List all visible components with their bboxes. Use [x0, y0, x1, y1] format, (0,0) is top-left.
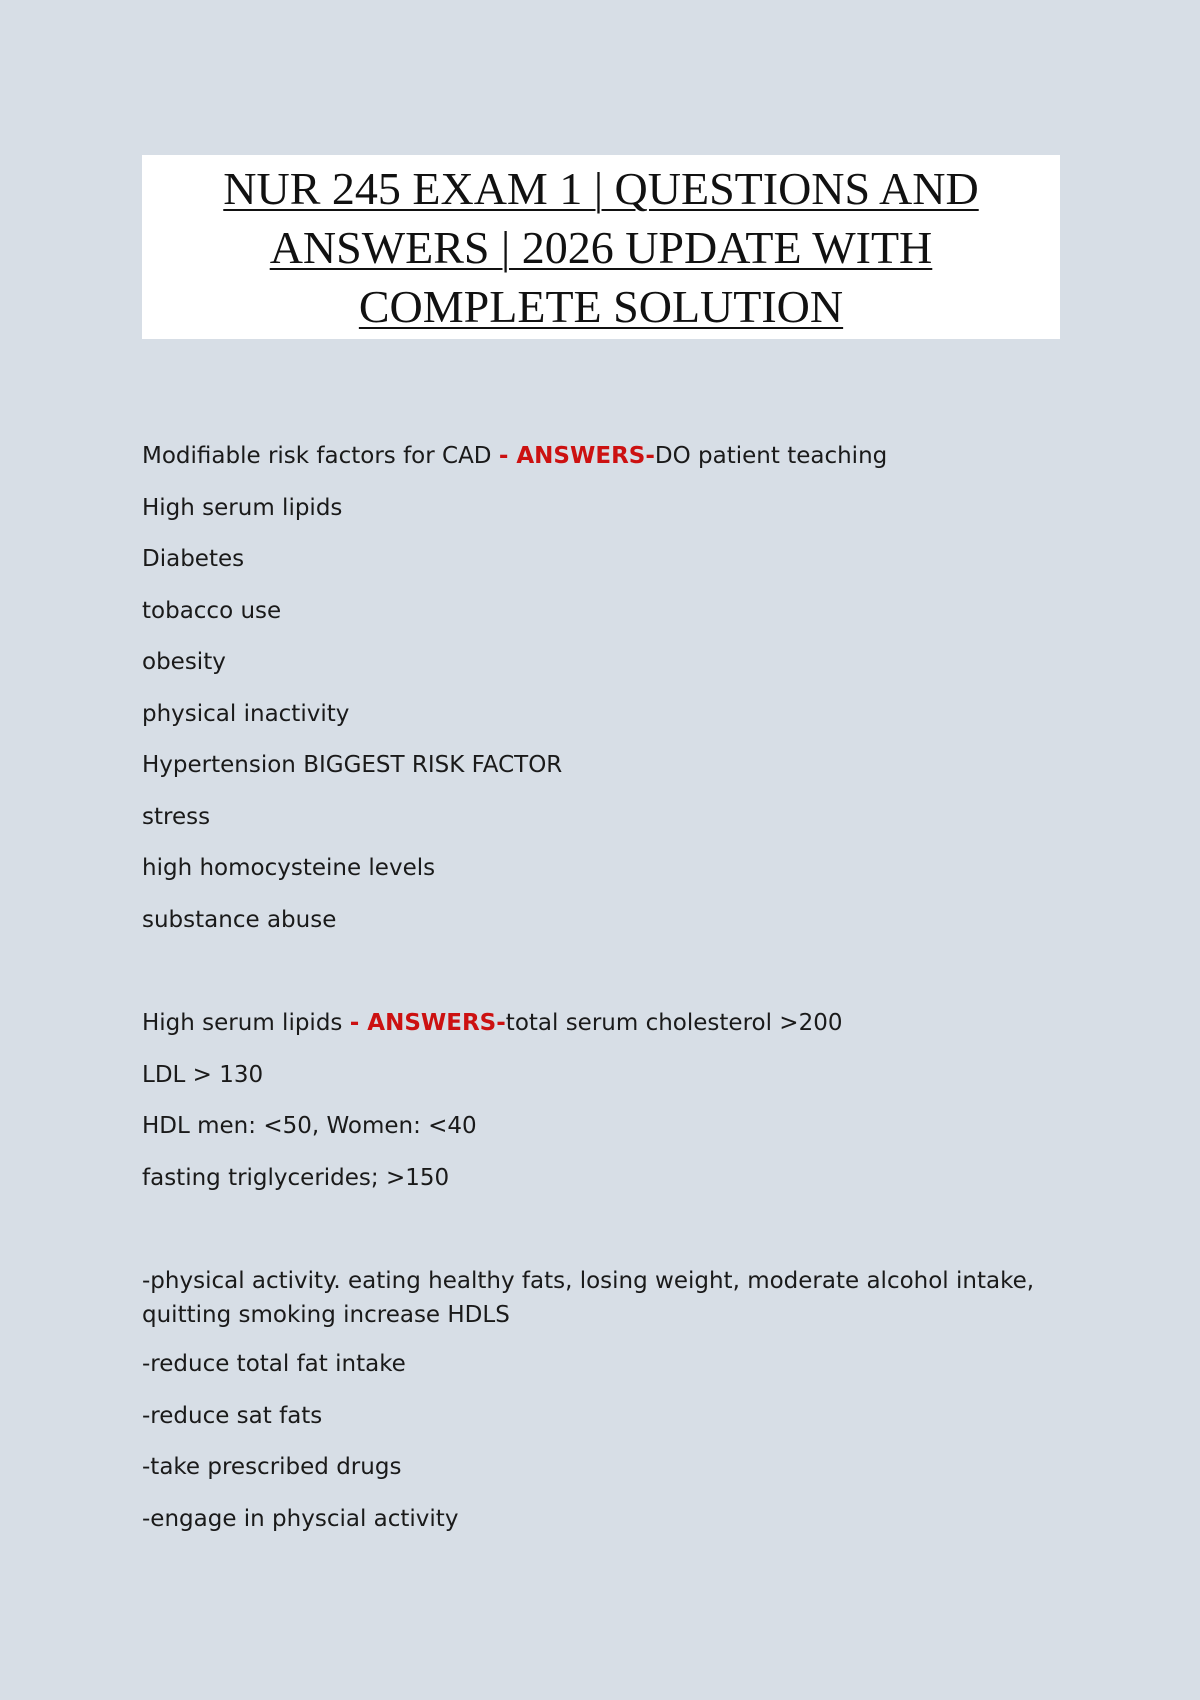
- answer-line: fasting triglycerides; >150: [142, 1164, 450, 1191]
- title-line: COMPLETE SOLUTION: [358, 281, 844, 332]
- answer-line: stress: [142, 803, 211, 830]
- answer-line: substance abuse: [142, 906, 337, 933]
- answer-line: Hypertension BIGGEST RISK FACTOR: [142, 752, 563, 778]
- note-line: -physical activity. eating healthy fats, losing weight, moderate alcohol intake, quitting smoking increase HDLS: [142, 1268, 1035, 1328]
- answer-line: HDL men: <50, Women: <40: [142, 1113, 477, 1139]
- answer-line: physical inactivity: [142, 700, 350, 727]
- answer-line: Diabetes: [142, 546, 245, 572]
- question-text: Modifiable risk factors for CAD: [142, 443, 499, 469]
- answers-tag: - ANSWERS-: [349, 1010, 506, 1036]
- qa-question-line: [142, 1006, 1060, 1040]
- note-line: -reduce sat fats: [142, 1402, 323, 1429]
- answer-line: high homocysteine levels: [142, 855, 436, 881]
- answer-line: High serum lipids: [142, 494, 343, 521]
- title-line: ANSWERS | 2026 UPDATE WITH: [269, 222, 933, 273]
- title-line: NUR 245 EXAM 1 | QUESTIONS AND: [223, 163, 979, 214]
- note-line: -reduce total fat intake: [142, 1351, 406, 1377]
- answer-text: DO patient teaching: [654, 443, 888, 469]
- qa-block-high-serum-lipids: [142, 1006, 1060, 1195]
- section-gap: [142, 954, 1060, 1006]
- answers-tag: - ANSWERS-: [498, 443, 655, 469]
- answer-text: total serum cholesterol >200: [505, 1010, 843, 1036]
- document-body: [142, 439, 1060, 1536]
- document-title: [142, 155, 1060, 339]
- section-gap: [142, 1212, 1060, 1264]
- qa-question-line: [142, 439, 1060, 473]
- answer-line: tobacco use: [142, 597, 282, 624]
- question-text: High serum lipids: [142, 1010, 350, 1036]
- notes-block: [142, 1264, 1060, 1536]
- answer-line: LDL > 130: [142, 1061, 264, 1088]
- document-page: [142, 155, 1060, 1553]
- note-line: -engage in physcial activity: [142, 1505, 459, 1532]
- note-line: -take prescribed drugs: [142, 1454, 402, 1480]
- qa-block-cad-risk-factors: [142, 439, 1060, 937]
- answer-line: obesity: [142, 649, 226, 675]
